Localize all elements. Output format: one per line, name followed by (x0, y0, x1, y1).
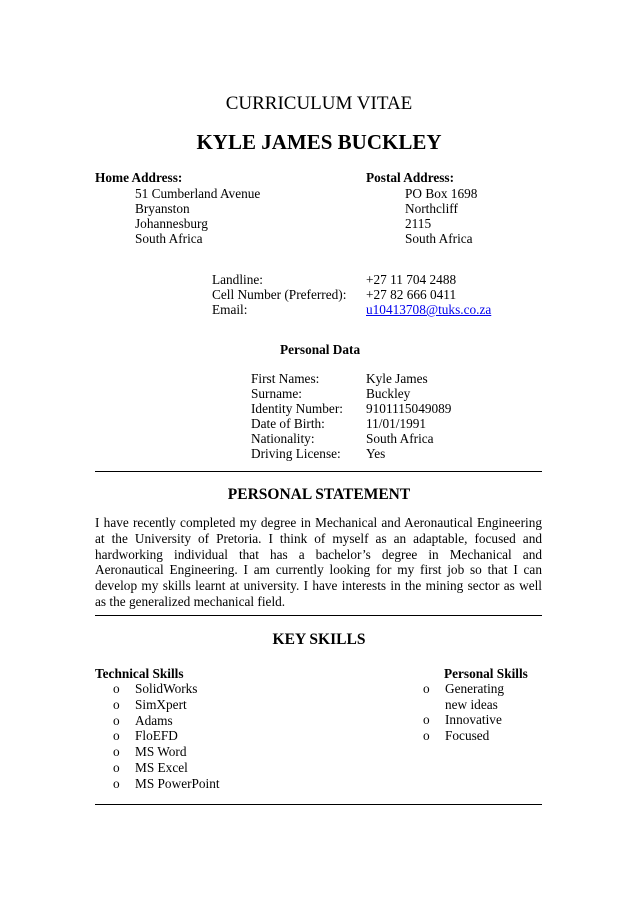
landline-value: +27 11 704 2488 (366, 272, 457, 287)
technical-skills-label: Technical Skills (95, 666, 184, 681)
technical-skills-list (113, 681, 220, 792)
postal-address-line: 2115 (405, 216, 432, 231)
skill-text: SolidWorks (135, 681, 198, 696)
home-address-line: 51 Cumberland Avenue (135, 186, 261, 201)
home-address-line: Johannesburg (135, 216, 208, 231)
bullet-icon: o (423, 727, 430, 743)
document-title: CURRICULUM VITAE (225, 93, 413, 114)
postal-address-label: Postal Address: (366, 170, 455, 185)
cell-label: Cell Number (Preferred): (212, 287, 347, 302)
skill-text: Focused (445, 727, 490, 743)
list-item (423, 681, 517, 712)
section-divider (95, 615, 542, 616)
driving-license-label: Driving License: (251, 446, 341, 461)
list-item (423, 712, 517, 728)
list-item (113, 744, 220, 760)
list-item (113, 760, 220, 776)
postal-address-line: PO Box 1698 (405, 186, 478, 201)
cell-value: +27 82 666 0411 (366, 287, 457, 302)
landline-label: Landline: (212, 272, 263, 287)
personal-skills-label: Personal Skills (444, 666, 528, 681)
skill-text: MS Excel (135, 759, 188, 775)
first-names-label: First Names: (251, 371, 320, 386)
skill-text: FloEFD (135, 728, 178, 744)
skill-text: MS Word (135, 744, 187, 760)
section-divider (95, 471, 542, 472)
identity-number-value: 9101115049089 (366, 401, 452, 416)
bullet-icon: o (113, 744, 120, 760)
home-address-line: Bryanston (135, 201, 190, 216)
bullet-icon: o (113, 681, 120, 696)
nationality-value: South Africa (366, 431, 434, 446)
bullet-icon: o (113, 696, 120, 712)
key-skills-heading: KEY SKILLS (272, 631, 366, 648)
bullet-icon: o (113, 712, 120, 728)
skill-text: Generating new ideas (445, 681, 505, 712)
driving-license-value: Yes (366, 446, 386, 461)
bullet-icon: o (423, 681, 430, 696)
bullet-icon: o (113, 728, 120, 744)
list-item (113, 728, 220, 744)
home-address-label: Home Address: (95, 170, 183, 185)
email-link[interactable]: u10413708@tuks.co.za (366, 302, 492, 317)
skill-text: Adams (135, 712, 173, 728)
list-item (113, 697, 220, 713)
list-item (423, 728, 517, 744)
surname-value: Buckley (366, 386, 411, 401)
surname-label: Surname: (251, 386, 302, 401)
postal-address-line: Northcliff (405, 201, 458, 216)
personal-skills-list (423, 681, 517, 743)
personal-statement-heading: PERSONAL STATEMENT (227, 486, 411, 503)
email-label: Email: (212, 302, 248, 317)
postal-address-line: South Africa (405, 231, 473, 246)
personal-statement-text: I have recently completed my degree in Mechanical and Aeronautical Engineering at the University of Pretoria. I think of myself as an adaptable, focused and hardworking individual that has a bachelor’s degree in Mechanical and Aeronautical Engineering. I am currently looking for my first job so that I can develop my skills learnt at university. I have interests in the mining sector as well as the generalized mechanical field. (95, 515, 542, 609)
skill-text: SimXpert (135, 696, 187, 712)
bullet-icon: o (113, 775, 120, 791)
list-item (113, 776, 220, 792)
section-divider (95, 804, 542, 805)
personal-data-heading: Personal Data (280, 342, 361, 357)
date-of-birth-label: Date of Birth: (251, 416, 325, 431)
first-names-value: Kyle James (366, 371, 428, 386)
skill-text: MS PowerPoint (135, 775, 220, 791)
candidate-name: KYLE JAMES BUCKLEY (196, 130, 442, 154)
nationality-label: Nationality: (251, 431, 315, 446)
list-item (113, 681, 220, 697)
bullet-icon: o (113, 759, 120, 775)
home-address-line: South Africa (135, 231, 203, 246)
bullet-icon: o (423, 712, 430, 728)
skill-text: Innovative (445, 712, 502, 728)
identity-number-label: Identity Number: (251, 401, 343, 416)
list-item (113, 713, 220, 729)
date-of-birth-value: 11/01/1991 (366, 416, 427, 431)
